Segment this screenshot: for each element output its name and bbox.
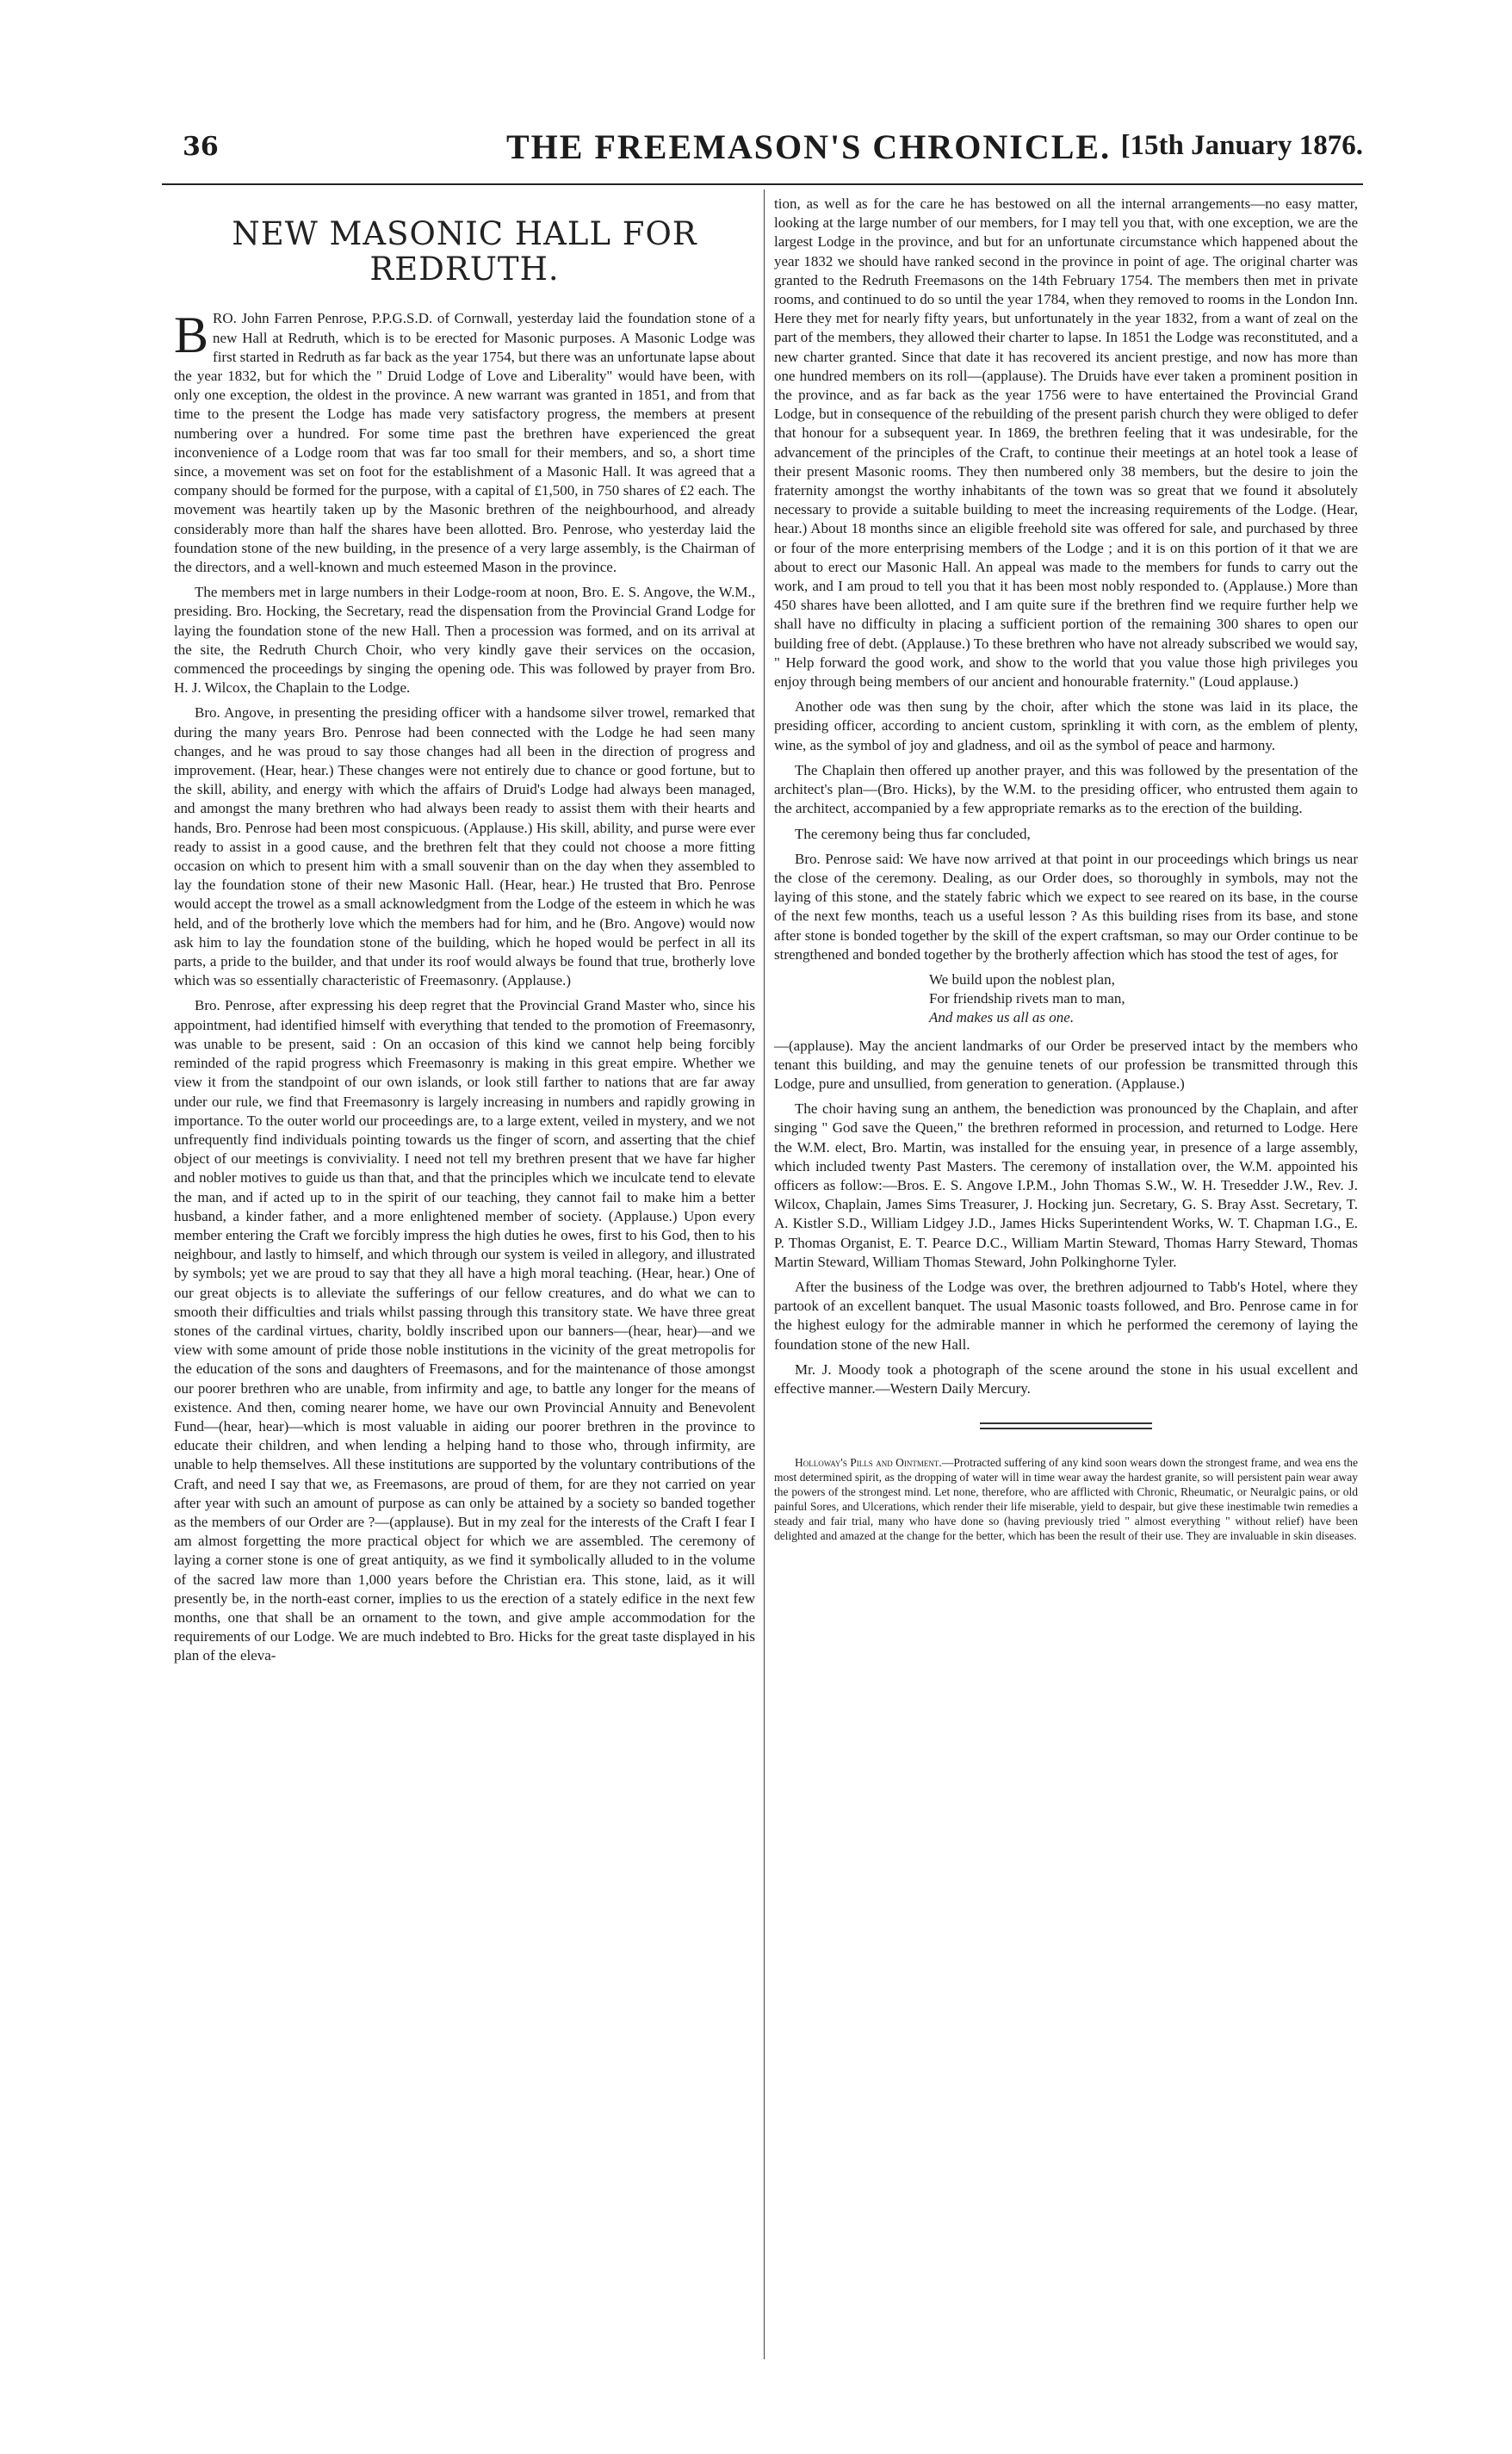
section-rule [980,1428,1152,1429]
article-paragraph: —(applause). May the ancient landmarks of our Order be preserved intact by the members who tenant this building, and may the genuine tenets of our profession be transmitted through this Lodge, pure and unsullied, from generation to generation. (Applause.) [774,1037,1358,1092]
left-column [174,195,755,1672]
article-paragraph: Bro. Penrose said: We have now arrived at that point in our proceedings which brings us near the close of the ceremony. Dealing, as our Order does, so thoroughly in symbols, may not the laying of this stone, and the stately fabric which we expect to see reared on its base, in the course of the next few months, teach us a useful lesson ? As this building rises from its base, and stone after stone is bonded together by the skill of the expert craftsman, so may our Order continue to be strengthened and bonded together by the brotherly affection which has stood the test of ages, for [774,850,1358,963]
article-paragraph: Bro. Penrose, after expressing his deep regret that the Provincial Grand Master who, since his appointment, had identified himself with everything that tended to the promotion of Freemasonry, was unable to be present, said : On an occasion of this kind we cannot help being forcibly reminded of the rapid progress which Freemasonry is making in this great empire. Whether we view it from the standpoint of our own islands, or look still farther to nations that are far away under our rule, we find that Freemasonry is largely increasing in numbers and rapidly growing in importance. To the outer world our proceedings are, to a large extent, veiled in mystery, and we not unfrequently find individuals pointing towards us the finger of scorn, and asserting that the chief object of our meetings is conviviality. I need not tell my brethren present that we have far higher and nobler motives to guide us than that, and that the principles which we inculcate tend to elevate the man, and if acted up to in the spirit of our teaching, they cannot fail to make him a better husband, a kinder father, and a more enlightened member of society. (Applause.) Upon every member entering the Craft we forcibly impress the high duties he owes, first to his God, then to his neighbour, and lastly to himself, and which through our system is veiled in allegory, and illustrated by symbols; yet we are proud to say that they all have a high moral teaching. (Hear, hear.) One of our great objects is to alleviate the sufferings of our fellow creatures, and do what we can to smooth their difficulties and trials whilst passing through this transitory state. We have three great stones of the cardinal virtues, charity, boldly inscribed upon our banners—(hear, hear)—and we view with some amount of pride those noble institutions in the vicinity of the great metropolis for the education of the sons and daughters of Freemasons, and for the maintenance of those amongst our poorer brethren who are unable, from infirmity and age, to battle any longer for the means of existence. And then, coming nearer home, we have our own Provincial Annuity and Benevolent Fund—(hear, hear)—which is most valuable in aiding our poorer brethren in the province to educate their children, and when lending a helping hand to those who, through infirmity, are unable to help themselves. All these institutions are supported by the voluntary contributions of the Craft, and need I say that we, as Freemasons, are proud of them, for are they not carried on year after year with such an amount of purpose as can only be attained by a society so banded together as the members of our Order are ?—(applause). But in my zeal for the interests of the Craft I fear I am almost forgetting the more practical object for which we are assembled. The ceremony of laying a corner stone is one of great antiquity, as we find it symbolically alluded to in the volume of the sacred law more than 1,000 years before the Christian era. This stone, laid, as it will presently be, in the north-east corner, implies to us the erection of a stately edifice in the next few months, one that shall be an ornament to the town, and give ample accommodation for the requirements of our Lodge. We are much indebted to Bro. Hicks for the great taste displayed in his plan of the eleva- [174,997,755,1664]
article-paragraph: After the business of the Lodge was over, the brethren adjourned to Tabb's Hotel, where they partook of an excellent banquet. The usual Masonic toasts followed, and Bro. Penrose came in for the highest eulogy for the admirable manner in which he performed the ceremony of laying the foundation stone of the new Hall. [774,1278,1358,1353]
verse-line: We build upon the noblest plan, [929,970,1115,988]
article-paragraph: Bro. Angove, in presenting the presiding officer with a handsome silver trowel, remarked that during the many years Bro. Penrose had been connected with the Lodge he had seen many changes, and he was proud to say those changes had all been in the direction of progress and improvement. (Hear, hear.) These changes were not entirely due to chance or good fortune, but to the skill, ability, and energy with which the affairs of Druid's Lodge had always been managed, and amongst the many brethren who had always been ready to assist them with their hearts and hands, Bro. Penrose had been most conspicuous. (Applause.) His skill, ability, and purse were ever ready to assist in a good cause, and the brethren felt that they could not choose a more fitting occasion on which to present him with a small souvenir than on the day when they assembled to lay the foundation stone of their new Masonic Hall. (Hear, hear.) He trusted that Bro. Penrose would accept the trowel as a small acknowledgment from the Lodge of the esteem in which he was held, and of the brotherly love which the members had for him, and he (Bro. Angove) would now ask him to lay the foundation stone of the building, which he hoped would be perfect in all its parts, a pride to the builder, and that under its roof would always be found that true, brotherly love which was so essentially characteristic of Freemasonry. (Applause.) [174,704,755,989]
article-paragraph: The choir having sung an anthem, the benediction was pronounced by the Chaplain, and after singing " God save the Queen," the brethren reformed in procession, and returned to Lodge. Here the W.M. elect, Bro. Martin, was installed for the ensuing year, in presence of a large assembly, which included twenty Past Masters. The ceremony of installation over, the W.M. appointed his officers as follow:—Bros. E. S. Angove I.P.M., John Thomas S.W., W. H. Tresedder J.W., Rev. J. Wilcox, Chaplain, James Sims Treasurer, J. Hocking jun. Secretary, G. S. Bray Asst. Secretary, T. A. Kistler S.D., William Lidgey J.D., James Hicks Superintendent Works, W. T. Chapman I.G., E. P. Thomas Organist, E. T. Pearce D.C., William Martin Steward, Thomas Harry Steward, Thomas Martin Steward, William Thomas Steward, John Polkinghorne Tyler. [774,1100,1358,1270]
verse-block [929,970,1358,1028]
article-paragraph: tion, as well as for the care he has bestowed on all the internal arrangements—no easy matter, looking at the large number of our members, for I may tell you that, with one exception, we are the largest Lodge in the province, and but for an unfortunate circumstance which happened about the year 1832 we should have ranked second in the province in point of age. The original charter was granted to the Redruth Freemasons on the 14th February 1754. The members then met in private rooms, and continued to do so until the year 1784, when they removed to rooms in the London Inn. Here they met for nearly fifty years, but unfortunately in the year 1832, from a want of zeal on the part of the members, they allowed their charter to lapse. In 1851 the Lodge was reconstituted, and a new charter granted. Since that date it has recovered its ancient prestige, and now has more than one hundred members on its roll—(applause). The Druids have ever taken a prominent position in the province, and as far back as the year 1756 were to have entertained the Provincial Grand Lodge, but in consequence of the rebuilding of the present parish church they were obliged to defer that honour for a subsequent year. In 1869, the brethren feeling that it was undesirable, for the advancement of the principles of the Craft, to continue their meetings at an hotel took a lease of their present Masonic rooms. They then numbered only 38 members, but the desire to join the fraternity amongst the worthy inhabitants of the town was so great that we found it absolutely necessary to provide a suitable building to meet the increasing requirements of the Lodge. (Hear, hear.) About 18 months since an eligible freehold site was offered for sale, and purchased by three or four of the more enterprising members of the Lodge ; and it is on this portion of it that we are about to erect our Masonic Hall. An appeal was made to the members for funds to carry out the work, and I am proud to tell you that it has been most nobly responded to. (Applause.) More than 450 shares have been allotted, and I am quite sure if the brethren find we require further help we shall have no difficulty in placing a sufficient portion of the remaining 300 shares to open our building free of debt. (Applause.) To these brethren who have not already subscribed we would say, " Help forward the good work, and show to the world that you value those high privileges you enjoy through being members of our ancient and honourable fraternity." (Loud applause.) [774,195,1358,691]
article-paragraph: The members met in large numbers in their Lodge-room at noon, Bro. E. S. Angove, the W.M., presiding. Bro. Hocking, the Secretary, read the dispensation from the Provincial Grand Lodge for laying the foundation stone of the new Hall. Then a procession was formed, and on its arrival at the site, the Redruth Church Choir, who very kindly gave their services on the occasion, commenced the proceedings by singing the opening ode. This was followed by prayer from Bro. H. J. Wilcox, the Chaplain to the Lodge. [174,584,755,697]
article-paragraph: The ceremony being thus far concluded, [795,825,1031,842]
article-paragraph: The Chaplain then offered up another prayer, and this was followed by the presentation of the architect's plan—(Bro. Hicks), by the W.M. to the presiding officer, who entrusted them again to the architect, accompanied by a few appropriate remarks as to the erection of the building. [774,761,1358,817]
drop-cap: B [174,307,209,364]
article-paragraph: Another ode was then sung by the choir, after which the stone was laid in its place, the presiding officer, according to ancient custom, sprinkling it with corn, as the emblem of plenty, wine, as the symbol of joy and gladness, and oil as the symbol of peace and harmony. [774,698,1358,753]
right-column [774,195,1358,1549]
notice-lead: Holloway's Pills and Ointment. [795,1456,942,1470]
article-paragraph: Mr. J. Moody took a photograph of the scene around the stone in his usual excellent and effective manner.—Western Daily Mercury. [774,1360,1358,1397]
section-rule [980,1422,1152,1424]
newspaper-title: THE FREEMASON'S CHRONICLE. [506,127,1112,166]
issue-date: [15th January 1876. [1120,130,1363,161]
advertisement-notice [774,1455,1358,1543]
notice-text: —Protracted suffering of any kind soon wears down the strongest frame, and wea ens the most determined spirit, as the dropping of water will in time wear away the hardest granite, so will persistent pain wear away the powers of the strongest mind. Let none, therefore, who are afflicted with Chronic, Rheumatic, or Neuralgic pains, or old painful Sores, and Ulcerations, which render their life miserable, yield to despair, but give these inestimable twin remedies a steady and fair trial, many who have done so (having previously tried " almost everything " without relief) have been delighted and amazed at the change for the better, which has been the result of their use. They are invaluable in skin diseases. [774,1456,1358,1543]
verse-line: And makes us all as one. [929,1009,1075,1026]
article-headline: NEW MASONIC HALL FOR REDRUTH. [232,215,697,288]
verse-line: For friendship rivets man to man, [929,990,1125,1007]
masthead-rule [162,183,1363,185]
page-number: 36 [183,132,219,162]
article-paragraph: BRO. John Farren Penrose, P.P.G.S.D. of Cornwall, yesterday laid the foundation stone of a new Hall at Redruth, which is to be erected for Masonic purposes. A Masonic Lodge was first started in Redruth as far back as the year 1754, but there was an unfortunate lapse about the year 1832, but for which the " Druid Lodge of Love and Liberality" would have been, with only one exception, the oldest in the province. A new warrant was granted in 1851, and from that time to the present the Lodge has made very satisfactory progress, the members at present numbering over a hundred. For some time past the brethren have experienced the great inconvenience of a Lodge room that was far too small for their members, and so, a short time since, a movement was set on foot for the establishment of a Masonic Hall. It was agreed that a company should be formed for the purpose, with a capital of £1,500, in 750 shares of £2 each. The movement was heartily taken up by the Masonic brethren of the neighbourhood, and already considerably more than half the shares have been allotted. Bro. Penrose, who yesterday laid the foundation stone of the new building, in the presence of a very large assembly, is the Chairman of the directors, and a well-known and much esteemed Mason in the province. [174,307,755,576]
column-divider [764,189,765,2359]
masthead [162,108,1363,168]
